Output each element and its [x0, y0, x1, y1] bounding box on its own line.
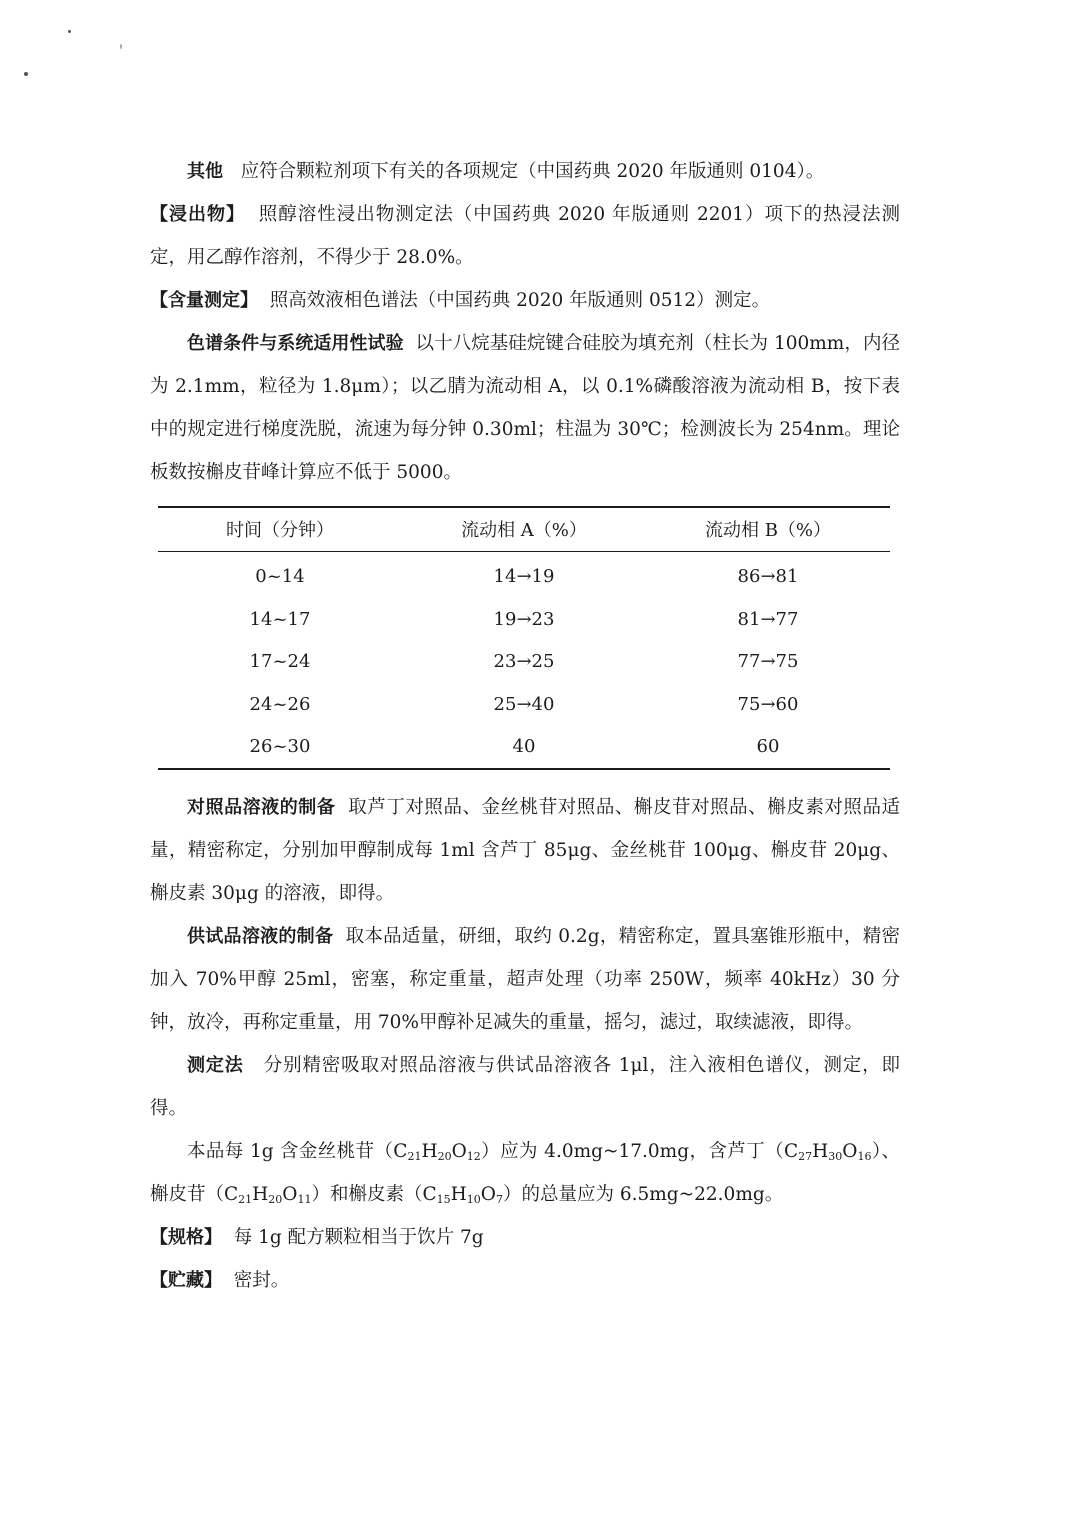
text-test-solution: 取本品适量，研细，取约 0.2g，精密称定，置具塞锥形瓶中，精密加入 70%甲醇 25ml，密塞，称定重量，超声处理（功率 250W，频率 40kHz）30 分钟，放冷，再称定重量，用 70%甲醇补足减失的重量，摇匀，滤过，取续滤液，即得。: [150, 926, 901, 1033]
table-cell: 26~30: [249, 736, 311, 757]
formula-subscript: 30: [828, 1150, 843, 1163]
formula-subscript: 16: [857, 1150, 872, 1163]
formula-text: H: [812, 1141, 829, 1162]
paragraph-content-limits: [150, 1130, 900, 1216]
label-assay: 【含量测定】: [150, 290, 258, 311]
formula-subscript: 21: [407, 1150, 422, 1163]
table-header-rule: [158, 551, 890, 552]
formula-subscript: 12: [466, 1150, 481, 1163]
table-cell: 75→60: [737, 694, 799, 715]
formula-text: O: [480, 1184, 496, 1205]
label-extract: 【浸出物】: [150, 204, 245, 225]
formula-text: H: [450, 1184, 467, 1205]
formula-text: O: [842, 1141, 858, 1162]
formula-text: ）、槲皮苷（C: [150, 1141, 901, 1205]
table-cell: 0~14: [255, 566, 305, 587]
table-cell: 40: [512, 736, 536, 757]
table-cell: 60: [756, 736, 780, 757]
table-cell: 14~17: [249, 609, 311, 630]
formula-text: H: [421, 1141, 438, 1162]
label-procedure: 测定法: [187, 1055, 244, 1076]
formula-subscript: 7: [495, 1193, 503, 1206]
formula-subscript: 10: [466, 1193, 481, 1206]
table-cell: 19→23: [493, 609, 555, 630]
table-cell: 23→25: [493, 651, 555, 672]
table-cell: 86→81: [737, 566, 799, 587]
table-header: 流动相 A（%）: [461, 520, 587, 541]
text-assay: 照高效液相色谱法（中国药典 2020 年版通则 0512）测定。: [269, 290, 771, 311]
text-specification: 每 1g 配方颗粒相当于饮片 7g: [233, 1227, 484, 1248]
text-reference-solution: 取芦丁对照品、金丝桃苷对照品、槲皮苷对照品、槲皮素对照品适量，精密称定，分别加甲醇制成每 1ml 含芦丁 85μg、金丝桃苷 100μg、槲皮苷 20μg、槲皮素 30μg 的溶液，即得。: [150, 797, 901, 904]
label-specification: 【规格】: [150, 1227, 222, 1248]
label-other: 其他: [187, 161, 223, 182]
formula-text: ）和槲皮素（C: [311, 1184, 437, 1205]
paragraph-procedure: [150, 1044, 900, 1130]
table-cell: 77→75: [737, 651, 799, 672]
formula-subscript: 11: [297, 1193, 312, 1206]
paragraph-extract: [150, 193, 900, 279]
paragraph-reference-solution: [150, 786, 900, 915]
formula-text: H: [252, 1184, 269, 1205]
paragraph-test-solution: [150, 915, 900, 1044]
paragraph-assay: [150, 279, 900, 322]
label-chromatography: 色谱条件与系统适用性试验: [187, 333, 404, 354]
formula-subscript: 20: [268, 1193, 283, 1206]
label-reference-solution: 对照品溶液的制备: [187, 797, 336, 818]
formula-text: O: [451, 1141, 467, 1162]
table-bottom-rule: [158, 768, 890, 770]
formula-text: 本品每 1g 含金丝桃苷（C: [187, 1141, 408, 1162]
text-extract: 照醇溶性浸出物测定法（中国药典 2020 年版通则 2201）项下的热浸法测定，用乙醇作溶剂，不得少于 28.0%。: [150, 204, 901, 268]
paragraph-other: [150, 150, 900, 193]
text-procedure: 分别精密吸取对照品溶液与供试品溶液各 1μl，注入液相色谱仪，测定，即得。: [150, 1055, 901, 1119]
table-header: 流动相 B（%）: [704, 520, 832, 541]
paragraph-chromatography: [150, 322, 900, 494]
scan-speck: [24, 72, 28, 76]
paragraph-storage: [150, 1259, 900, 1302]
label-test-solution: 供试品溶液的制备: [187, 926, 334, 947]
table-header: 时间（分钟）: [226, 520, 334, 541]
formula-text: O: [282, 1184, 298, 1205]
table-cell: 17~24: [249, 651, 311, 672]
formula-text: ）应为 4.0mg~17.0mg，含芦丁（C: [480, 1141, 799, 1162]
text-chromatography: 以十八烷基硅烷键合硅胶为填充剂（柱长为 100mm，内径为 2.1mm，粒径为 1.8μm）；以乙腈为流动相 A，以 0.1%磷酸溶液为流动相 B，按下表中的规定进行梯度洗脱，流速为每分钟 0.30ml；柱温为 30℃；检测波长为 254nm。理论板数按槲皮苷峰计算应不低于 5000。: [150, 333, 901, 483]
formula-subscript: 15: [436, 1193, 451, 1206]
label-storage: 【贮藏】: [150, 1270, 222, 1291]
scan-speck: [68, 30, 71, 33]
text-storage: 密封。: [233, 1270, 290, 1291]
table-cell: 14→19: [493, 566, 555, 587]
text-other: 应符合颗粒剂项下有关的各项规定（中国药典 2020 年版通则 0104）。: [240, 161, 825, 182]
formula-subscript: 20: [437, 1150, 452, 1163]
table-top-rule: [158, 506, 890, 508]
paragraph-specification: [150, 1216, 900, 1259]
table-cell: 81→77: [737, 609, 799, 630]
formula-text: ）的总量应为 6.5mg~22.0mg。: [502, 1184, 784, 1205]
table-cell: 25→40: [493, 694, 555, 715]
formula-subscript: 27: [798, 1150, 813, 1163]
table-cell: 24~26: [249, 694, 311, 715]
scan-speck: [120, 44, 122, 49]
formula-subscript: 21: [238, 1193, 253, 1206]
